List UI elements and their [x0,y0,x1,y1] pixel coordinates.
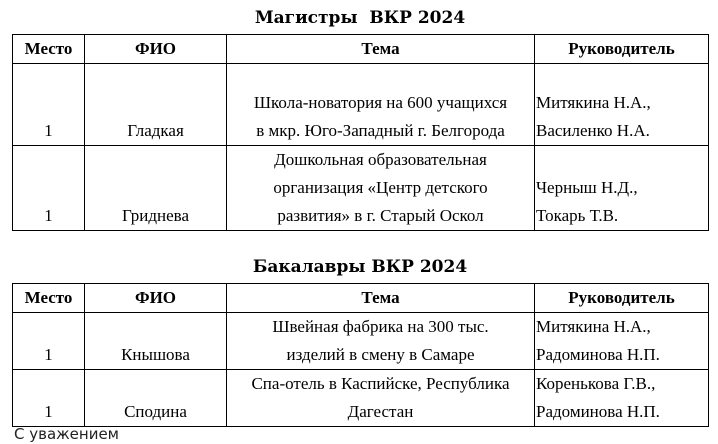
topic-line: Дагестан [347,402,414,421]
supervisor-line: Токарь Т.В. [536,206,619,225]
topic-line: организация «Центр детского [273,178,488,197]
closing-text: С уважением [14,425,119,443]
bachelors-caption: Бакалавры ВКР 2024 [252,257,468,277]
topic-cell [227,146,535,231]
supervisor-line: Радоминова Н.П. [536,402,660,421]
col-supervisor-header: Руководитель [535,284,709,313]
table-row [13,370,709,427]
col-topic-header: Тема [227,35,535,64]
col-name-header: ФИО [85,35,227,64]
name-cell: Кнышова [85,313,227,370]
bachelors-header-row [13,284,709,313]
place-cell: 1 [13,370,85,427]
supervisor-line: Василенко Н.А. [536,121,650,140]
supervisor-cell [535,370,709,427]
supervisor-cell [535,64,709,146]
supervisor-line: Радоминова Н.П. [536,345,660,364]
col-topic-header: Тема [227,284,535,313]
topic-cell [227,313,535,370]
bachelors-table [12,283,709,427]
table-row [13,64,709,146]
col-name-header: ФИО [85,284,227,313]
name-cell: Гладкая [85,64,227,146]
topic-cell [227,64,535,146]
place-cell: 1 [13,64,85,146]
supervisor-line: Коренькова Г.В., [536,374,656,393]
supervisor-line: Митякина Н.А., [536,93,651,112]
supervisor-cell [535,146,709,231]
col-supervisor-header: Руководитель [535,35,709,64]
topic-line: развития» в г. Старый Оскол [277,206,484,225]
supervisor-line: Митякина Н.А., [536,317,651,336]
topic-line: Спа-отель в Каспийске, Республика [251,374,510,393]
col-place-header: Место [13,284,85,313]
place-cell: 1 [13,313,85,370]
col-place-header: Место [13,35,85,64]
table-row [13,146,709,231]
topic-line: Школа-новатория на 600 учащихся [253,93,508,112]
topic-line: изделий в смену в Самаре [286,345,475,364]
place-cell: 1 [13,146,85,231]
masters-caption: Магистры ВКР 2024 [254,8,466,28]
masters-header-row [13,35,709,64]
name-cell: Сподина [85,370,227,427]
topic-line: в мкр. Юго-Западный г. Белгорода [256,121,505,140]
masters-table [12,34,709,231]
topic-line: Швейная фабрика на 300 тыс. [272,317,489,336]
topic-cell [227,370,535,427]
supervisor-cell [535,313,709,370]
supervisor-line: Черныш Н.Д., [536,178,638,197]
topic-line: Дошкольная образовательная [274,150,487,169]
table-row [13,313,709,370]
name-cell: Гриднева [85,146,227,231]
